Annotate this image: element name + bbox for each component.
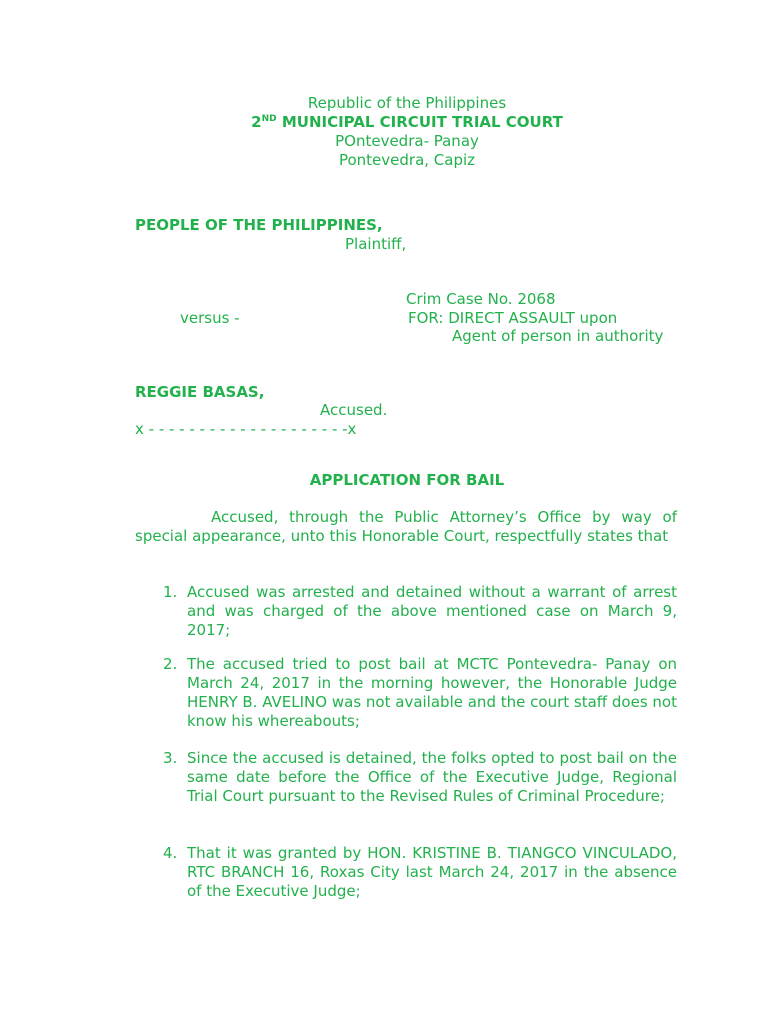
- accused-name: REGGIE BASAS,: [135, 383, 265, 401]
- court-name: [0, 113, 768, 132]
- court-ordinal: 2: [251, 113, 262, 131]
- case-number: Crim Case No. 2068: [406, 290, 556, 308]
- list-item-number: 1.: [163, 583, 178, 601]
- court-ordinal-suffix: ND: [261, 114, 277, 124]
- document-title: APPLICATION FOR BAIL: [309, 471, 505, 489]
- caption-separator: x - - - - - - - - - - - - - - - - - - - -x: [135, 420, 357, 438]
- court-location-line2: Pontevedra, Capiz: [338, 151, 476, 169]
- plaintiff-name: PEOPLE OF THE PHILIPPINES,: [135, 216, 383, 234]
- list-item-text: Since the accused is detained, the folks opted to post bail on the same date before the Office of the Executive Judge, Regional Trial Court pursuant to the Revised Rules of Criminal Procedure;: [187, 749, 677, 805]
- list-item-text: Accused was arrested and detained without a warrant of arrest and was charged of the above mentioned case on March 9, 2017;: [187, 583, 677, 639]
- list-item: [163, 844, 677, 901]
- versus-label: versus -: [180, 309, 240, 327]
- list-item: [163, 655, 677, 731]
- accused-label: Accused.: [320, 401, 388, 419]
- list-item-text: The accused tried to post bail at MCTC Pontevedra- Panay on March 24, 2017 in the morning however, the Honorable Judge HENRY B. AVELINO was not available and the court staff does not know his whereabouts;: [187, 655, 677, 730]
- charge-line2: Agent of person in authority: [452, 327, 664, 345]
- court-name-text: MUNICIPAL CIRCUIT TRIAL COURT: [276, 113, 563, 131]
- charge-line1: FOR: DIRECT ASSAULT upon: [408, 309, 618, 327]
- intro-paragraph: Accused, through the Public Attorney’s Office by way of special appearance, unto this Honorable Court, respectfully states that: [135, 508, 677, 545]
- list-item-number: 4.: [163, 844, 178, 862]
- plaintiff-label: Plaintiff,: [345, 235, 407, 253]
- list-item-text: That it was granted by HON. KRISTINE B. TIANGCO VINCULADO, RTC BRANCH 16, Roxas City last March 24, 2017 in the absence of the Executive Judge;: [187, 844, 677, 900]
- list-item: [163, 749, 677, 806]
- list-item-number: 3.: [163, 749, 178, 767]
- court-location-line1: POntevedra- Panay: [335, 132, 479, 150]
- list-item-number: 2.: [163, 655, 178, 673]
- republic-line: Republic of the Philippines: [307, 94, 507, 112]
- list-item: [163, 583, 677, 640]
